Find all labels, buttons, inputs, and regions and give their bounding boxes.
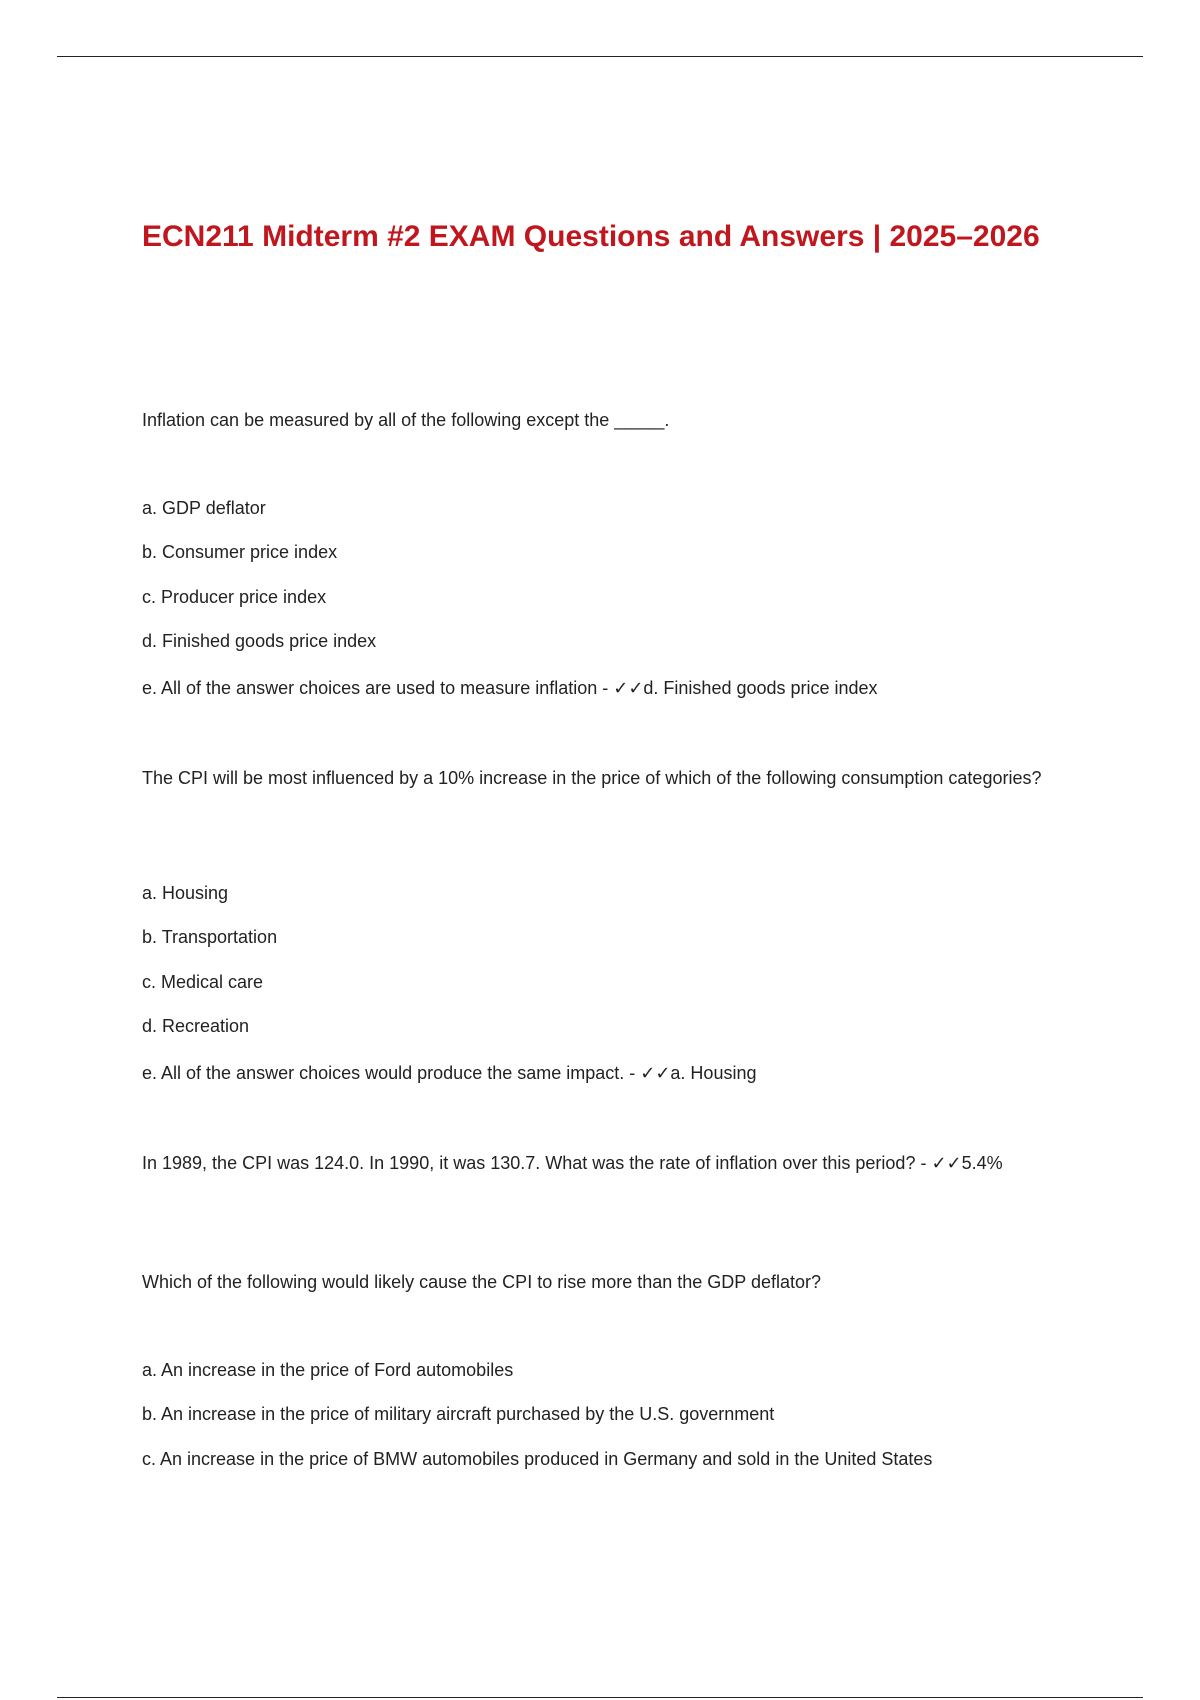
question-2-option-b: b. Transportation [142, 927, 278, 947]
question-4-option-b: b. An increase in the price of military aircraft purchased by the U.S. government [142, 1404, 775, 1424]
question-2-option-c: c. Medical care [142, 972, 264, 992]
question-4-option-c: c. An increase in the price of BMW automobiles produced in Germany and sold in the United States [142, 1449, 933, 1469]
question-2-option-a: a. Housing [142, 883, 229, 903]
header-rule [57, 56, 1143, 57]
question-1-option-c: c. Producer price index [142, 587, 327, 607]
question-1-option-e-answer: e. All of the answer choices are used to measure inflation - ✓✓d. Finished goods price index [142, 678, 878, 698]
footer-rule [57, 1697, 1143, 1698]
question-4-option-a: a. An increase in the price of Ford automobiles [142, 1360, 514, 1380]
question-2-prompt: The CPI will be most influenced by a 10% increase in the price of which of the following consumption categories? [142, 768, 1042, 788]
question-1-option-d: d. Finished goods price index [142, 631, 377, 651]
question-4-prompt: Which of the following would likely cause the CPI to rise more than the GDP deflator? [142, 1272, 822, 1292]
question-1-option-a: a. GDP deflator [142, 498, 266, 518]
question-2-option-d: d. Recreation [142, 1016, 250, 1036]
document-title: ECN211 Midterm #2 EXAM Questions and Answers | 2025–2026 [142, 220, 1040, 253]
question-1-option-b: b. Consumer price index [142, 542, 338, 562]
question-2-option-e-answer: e. All of the answer choices would produce the same impact. - ✓✓a. Housing [142, 1063, 757, 1083]
question-3-prompt-answer: In 1989, the CPI was 124.0. In 1990, it was 130.7. What was the rate of inflation over this period? - ✓✓5.4% [142, 1153, 1003, 1173]
question-1-prompt: Inflation can be measured by all of the following except the _____. [142, 410, 670, 430]
